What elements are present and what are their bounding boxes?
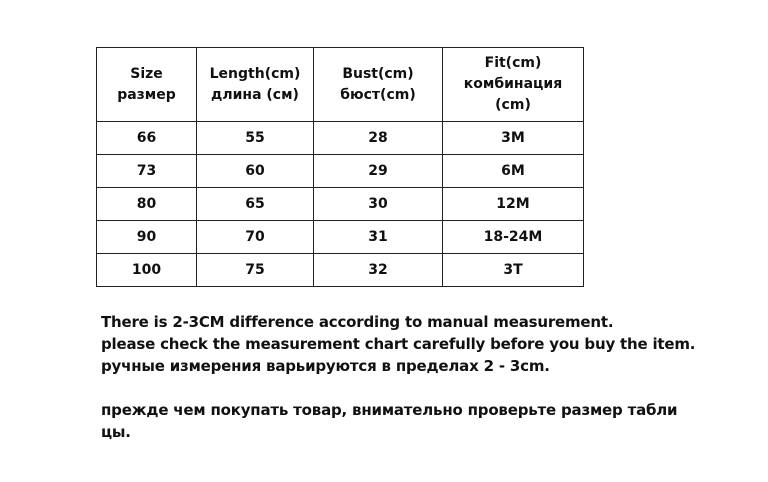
header-label: Length(cm) bbox=[209, 65, 301, 82]
table-header-row bbox=[97, 48, 584, 122]
cell-length: 75 bbox=[197, 254, 314, 287]
measurement-notes bbox=[101, 311, 695, 443]
cell-bust: 30 bbox=[314, 188, 443, 221]
cell-size: 100 bbox=[97, 254, 197, 287]
size-chart-table bbox=[96, 47, 584, 287]
header-length bbox=[197, 48, 314, 122]
cell-fit: 3M bbox=[443, 122, 584, 155]
cell-bust: 28 bbox=[314, 122, 443, 155]
cell-size: 80 bbox=[97, 188, 197, 221]
header-label: бюст(cm) bbox=[340, 86, 416, 103]
cell-bust: 29 bbox=[314, 155, 443, 188]
header-label: комбинация bbox=[463, 76, 563, 92]
header-label: размер bbox=[117, 86, 176, 103]
cell-fit: 18-24M bbox=[443, 221, 584, 254]
table-row bbox=[97, 188, 584, 221]
table-row bbox=[97, 221, 584, 254]
header-label: Size bbox=[130, 65, 163, 82]
cell-fit: 12M bbox=[443, 188, 584, 221]
table-row bbox=[97, 155, 584, 188]
cell-size: 90 bbox=[97, 221, 197, 254]
cell-fit: 6M bbox=[443, 155, 584, 188]
header-label: Fit(cm) bbox=[484, 55, 542, 71]
cell-length: 70 bbox=[197, 221, 314, 254]
cell-size: 66 bbox=[97, 122, 197, 155]
cell-bust: 32 bbox=[314, 254, 443, 287]
header-bust bbox=[314, 48, 443, 122]
header-fit bbox=[443, 48, 584, 122]
cell-bust: 31 bbox=[314, 221, 443, 254]
note-line: цы. bbox=[101, 423, 131, 441]
cell-size: 73 bbox=[97, 155, 197, 188]
cell-fit: 3T bbox=[443, 254, 584, 287]
table-row bbox=[97, 122, 584, 155]
cell-length: 55 bbox=[197, 122, 314, 155]
note-line: There is 2-3CM difference according to manual measurement. bbox=[101, 313, 614, 331]
note-line: ручные измерения варьируются в пределах 2 - 3cm. bbox=[101, 357, 550, 375]
note-line: прежде чем покупать товар, внимательно проверьте размер табли bbox=[101, 401, 678, 419]
cell-length: 60 bbox=[197, 155, 314, 188]
spacer bbox=[101, 377, 695, 399]
header-label: длина (см) bbox=[211, 86, 299, 103]
header-label: Bust(cm) bbox=[342, 65, 414, 82]
cell-length: 65 bbox=[197, 188, 314, 221]
header-label: (cm) bbox=[495, 97, 531, 113]
table-row bbox=[97, 254, 584, 287]
header-size bbox=[97, 48, 197, 122]
note-line: please check the measurement chart carefully before you buy the item. bbox=[101, 335, 696, 353]
